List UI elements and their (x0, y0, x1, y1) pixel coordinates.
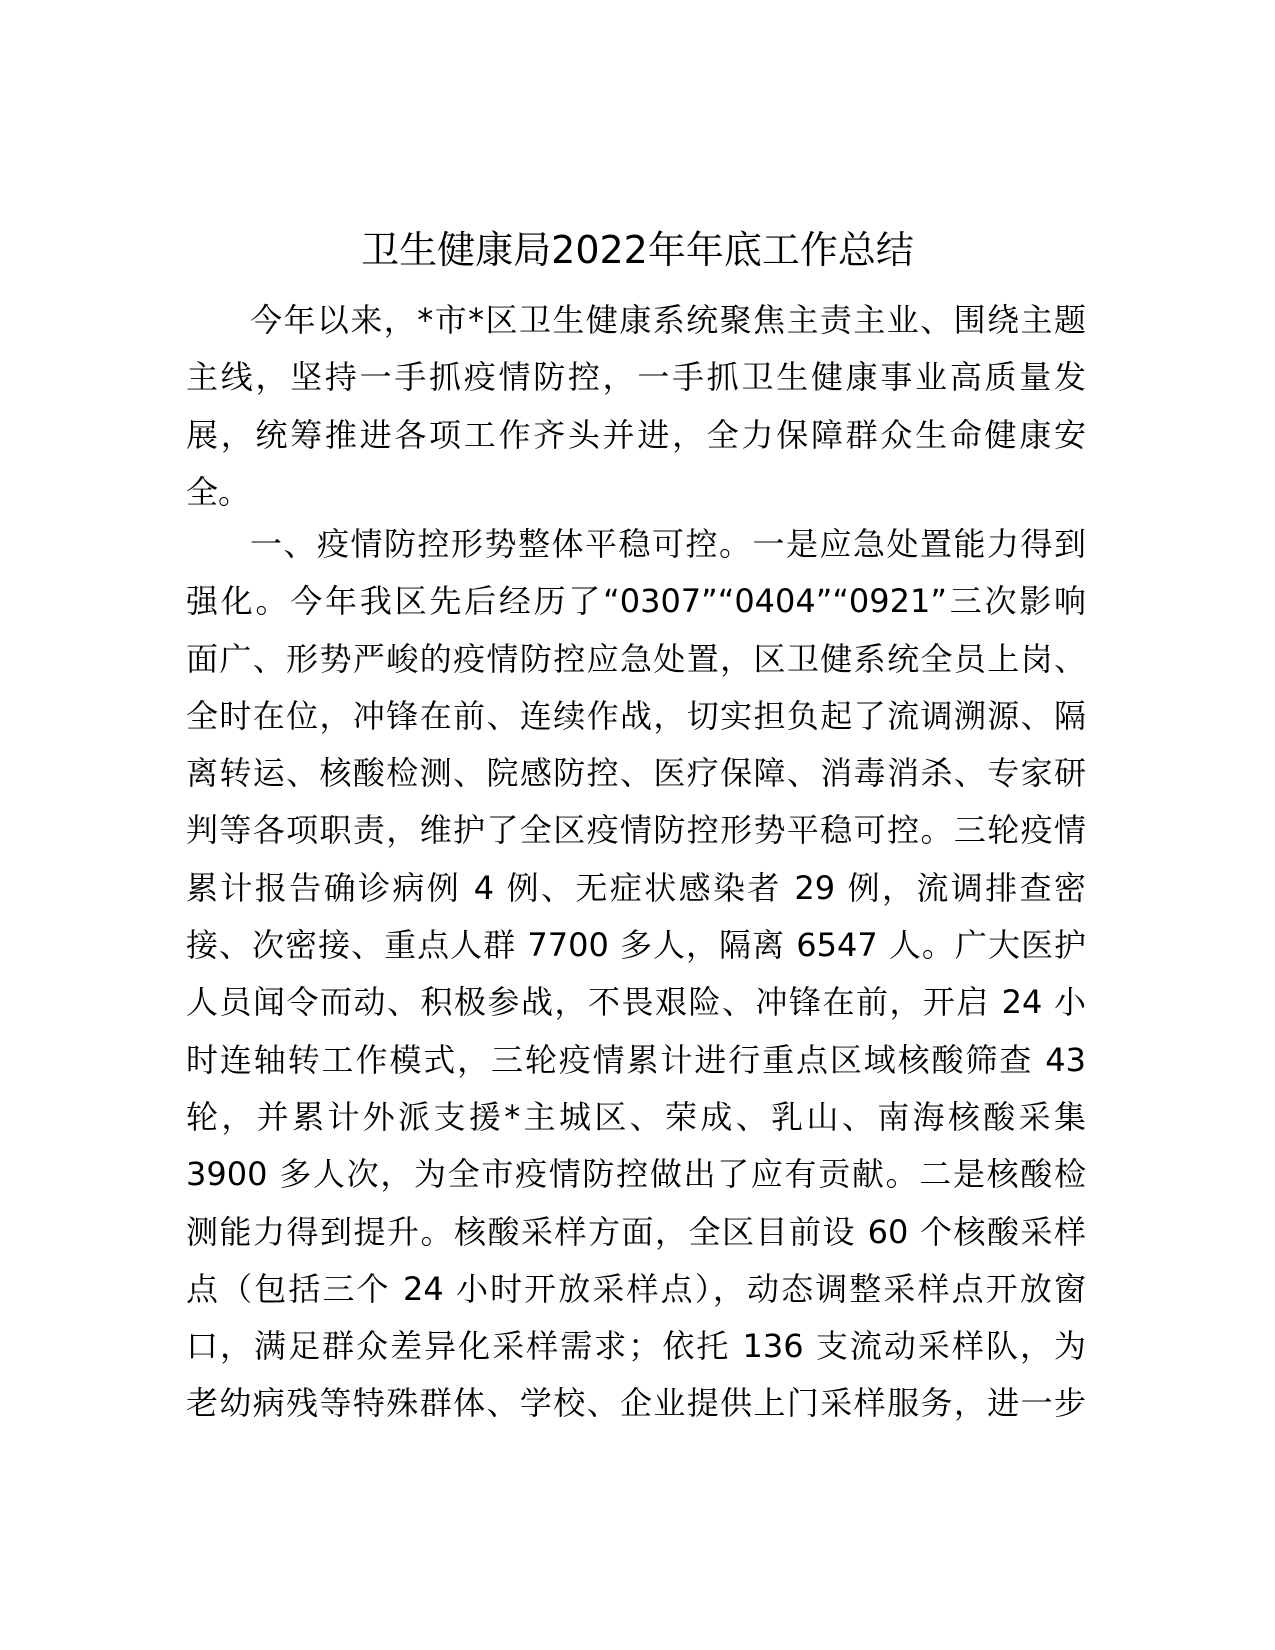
paragraph-line: 轮，并累计外派支援*主城区、荣成、乳山、南海核酸采集 (186, 1097, 1086, 1136)
paragraph-line: 人员闻令而动、积极参战，不畏艰险、冲锋在前，开启 24 小 (186, 983, 1086, 1022)
paragraph-line: 强化。今年我区先后经历了“0307”“0404”“0921”三次影响 (186, 582, 1086, 621)
paragraph-section-one (186, 516, 1086, 1433)
paragraph-line: 判等各项职责，维护了全区疫情防控形势平稳可控。三轮疫情 (186, 811, 1086, 850)
paragraph-line: 全。 (186, 472, 251, 511)
paragraph-intro (186, 292, 1086, 521)
paragraph-line: 全时在位，冲锋在前、连续作战，切实担负起了流调溯源、隔 (186, 696, 1086, 735)
paragraph-line: 时连轴转工作模式，三轮疫情累计进行重点区域核酸筛查 43 (186, 1040, 1086, 1079)
paragraph-line: 离转运、核酸检测、院感防控、医疗保障、消毒消杀、专家研 (186, 754, 1086, 793)
paragraph-line: 测能力得到提升。核酸采样方面，全区目前设 60 个核酸采样 (186, 1212, 1086, 1251)
paragraph-line: 展，统筹推进各项工作齐头并进，全力保障群众生命健康安 (186, 415, 1086, 454)
paragraph-line: 累计报告确诊病例 4 例、无症状感染者 29 例，流调排查密 (186, 868, 1086, 907)
paragraph-line: 口，满足群众差异化采样需求；依托 136 支流动采样队，为 (186, 1327, 1086, 1366)
paragraph-line: 主线，坚持一手抓疫情防控，一手抓卫生健康事业高质量发 (186, 358, 1086, 397)
paragraph-line: 面广、形势严峻的疫情防控应急处置，区卫健系统全员上岗、 (186, 639, 1086, 678)
paragraph-line: 一、疫情防控形势整体平稳可控。一是应急处置能力得到 (250, 525, 1086, 563)
paragraph-line: 今年以来，*市*区卫生健康系统聚焦主责主业、围绕主题 (250, 301, 1086, 339)
paragraph-line: 3900 多人次，为全市疫情防控做出了应有贡献。二是核酸检 (186, 1155, 1086, 1194)
paragraph-line: 点（包括三个 24 小时开放采样点），动态调整采样点开放窗 (186, 1269, 1086, 1308)
document-title: 卫生健康局2022年年底工作总结 (361, 228, 914, 272)
paragraph-line: 接、次密接、重点人群 7700 多人，隔离 6547 人。广大医护 (186, 926, 1086, 965)
paragraph-line: 老幼病残等特殊群体、学校、企业提供上门采样服务，进一步 (186, 1384, 1086, 1423)
